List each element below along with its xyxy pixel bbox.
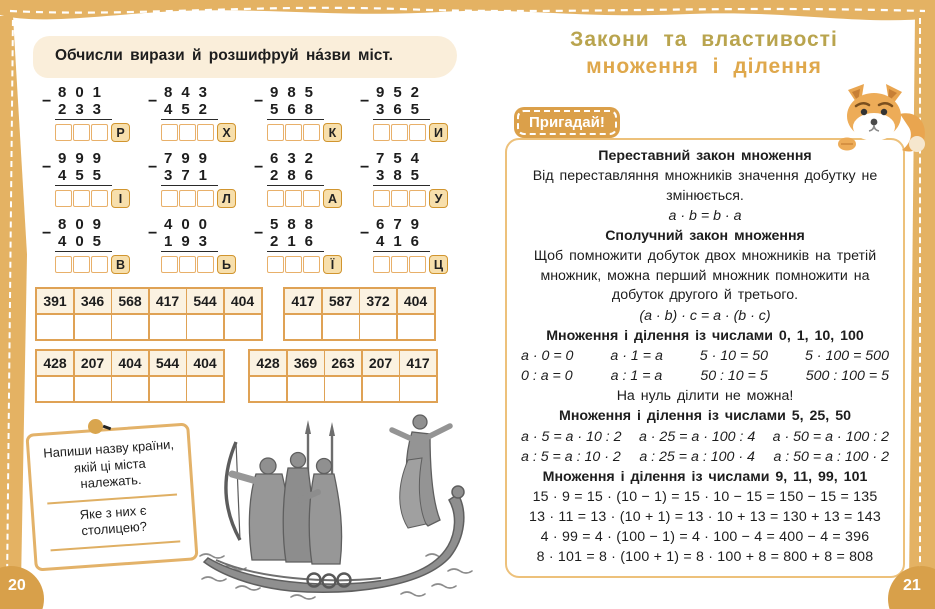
subtraction-exercise: − 754 385 У	[360, 150, 466, 205]
note-question-1: Напиши назву країни, якій ці міста належать.	[42, 436, 175, 492]
answer-box[interactable]	[409, 124, 426, 141]
minus-sign: −	[360, 225, 370, 242]
formula-row: a · 5 = a · 10 : 2 a · 25 = a · 100 : 4 a · 50 = a · 100 : 2	[521, 428, 889, 445]
answer-box[interactable]	[373, 190, 390, 207]
table-input-cell[interactable]	[187, 377, 223, 401]
table-input-cell[interactable]	[288, 377, 324, 401]
answer-table: 428 369 263 207 417	[248, 349, 438, 403]
page-number-left: 20	[8, 577, 26, 594]
letter-tile: Р	[111, 123, 130, 142]
answer-table: 417 587 372 404	[283, 287, 436, 341]
minus-sign: −	[148, 159, 158, 176]
table-input-cell[interactable]	[398, 315, 434, 339]
formula-row: a : 5 = a : 10 · 2 a : 25 = a : 100 · 4 a : 50 = a : 100 · 2	[521, 448, 889, 465]
minus-sign: −	[360, 159, 370, 176]
table-input-cell[interactable]	[112, 315, 148, 339]
letter-tile: В	[111, 255, 130, 274]
page-number-right: 21	[903, 577, 921, 594]
write-in-line[interactable]	[50, 540, 180, 551]
table-input-cell[interactable]	[187, 315, 223, 339]
formula-row: a · 0 = 0 a · 1 = a 5 · 10 = 50 5 · 100 = 500	[521, 347, 889, 364]
table-input-cell[interactable]	[112, 377, 148, 401]
sticky-note	[25, 422, 198, 571]
instruction-text: Обчисли вирази й розшифруй на́зви міст.	[55, 47, 393, 64]
answer-box[interactable]	[91, 190, 108, 207]
answer-box[interactable]	[267, 190, 284, 207]
answer-table: 428 207 404 544 404	[35, 349, 225, 403]
formula-row: 0 : a = 0 a : 1 = a 50 : 10 = 5 500 : 100 = 5	[521, 367, 889, 384]
answer-box[interactable]	[91, 124, 108, 141]
pin-icon	[88, 419, 103, 434]
table-input-cell[interactable]	[325, 377, 361, 401]
subtraction-exercise: − 799 371 Л	[148, 150, 254, 205]
answer-box[interactable]	[409, 190, 426, 207]
answer-box[interactable]	[197, 190, 214, 207]
rule-heading: Множення і ділення із числами 9, 11, 99, 101	[542, 468, 868, 485]
table-input-cell[interactable]	[323, 315, 359, 339]
answer-box[interactable]	[179, 190, 196, 207]
subtraction-exercise: − 400 193 Ь	[148, 216, 254, 271]
minus-sign: −	[42, 159, 52, 176]
answer-box[interactable]	[179, 124, 196, 141]
table-input-cell[interactable]	[37, 377, 73, 401]
minus-sign: −	[254, 225, 264, 242]
rule-heading: Множення і ділення із числами 5, 25, 50	[559, 408, 851, 425]
monument-illustration	[196, 408, 484, 604]
example-line: 13 · 11 = 13 · (10 + 1) = 13 · 10 + 13 = 130 + 13 = 143	[529, 508, 881, 525]
table-input-cell[interactable]	[150, 315, 186, 339]
answer-box[interactable]	[73, 190, 90, 207]
letter-tile: Ь	[217, 255, 236, 274]
letter-tile: А	[323, 189, 342, 208]
answer-box[interactable]	[161, 256, 178, 273]
answer-box[interactable]	[373, 256, 390, 273]
rule-note: На нуль ділити не можна!	[616, 387, 794, 404]
rule-heading: Сполучний закон множення	[605, 228, 805, 245]
minus-sign: −	[360, 93, 370, 110]
answer-box[interactable]	[303, 256, 320, 273]
answer-box[interactable]	[267, 256, 284, 273]
letter-tile: У	[429, 189, 448, 208]
answer-box[interactable]	[303, 124, 320, 141]
table-input-cell[interactable]	[285, 315, 321, 339]
example-line: 15 · 9 = 15 · (10 − 1) = 15 · 10 − 15 = 150 − 15 = 135	[532, 488, 878, 505]
table-input-cell[interactable]	[75, 377, 111, 401]
table-input-cell[interactable]	[360, 315, 396, 339]
answer-box[interactable]	[391, 124, 408, 141]
remember-badge: Пригадай!	[514, 107, 620, 138]
chapter-title-line1: Закони та властивості	[570, 28, 838, 51]
letter-tile: И	[429, 123, 448, 142]
subtraction-exercise: − 632 286 А	[254, 150, 360, 205]
note-question-2: Яке з них є столицею?	[79, 502, 148, 539]
letter-tile: І	[111, 189, 130, 208]
answer-box[interactable]	[161, 190, 178, 207]
chapter-title-line2: множення і ділення	[586, 55, 822, 78]
rule-formula: (a · b) · c = a · (b · c)	[639, 307, 771, 324]
answer-box[interactable]	[197, 124, 214, 141]
minus-sign: −	[254, 93, 264, 110]
answer-box[interactable]	[91, 256, 108, 273]
subtraction-exercise: − 801 233 Р	[42, 84, 148, 139]
subtraction-exercise: − 843 452 Х	[148, 84, 254, 139]
table-input-cell[interactable]	[150, 377, 186, 401]
answer-box[interactable]	[285, 256, 302, 273]
answer-box[interactable]	[285, 124, 302, 141]
rule-heading: Переставний закон множення	[598, 148, 812, 164]
answer-box[interactable]	[73, 124, 90, 141]
example-line: 8 · 101 = 8 · (100 + 1) = 8 · 100 + 8 = 800 + 8 = 808	[536, 548, 874, 565]
minus-sign: −	[148, 225, 158, 242]
fox-mascot	[836, 84, 931, 156]
example-line: 4 · 99 = 4 · (100 − 1) = 4 · 100 − 4 = 400 − 4 = 396	[540, 528, 870, 545]
table-input-cell[interactable]	[400, 377, 436, 401]
rule-heading: Множення і ділення із числами 0, 1, 10, 100	[546, 327, 864, 344]
answer-box[interactable]	[409, 256, 426, 273]
subtraction-exercise: − 679 416 Ц	[360, 216, 466, 271]
table-input-cell[interactable]	[363, 377, 399, 401]
answer-box[interactable]	[179, 256, 196, 273]
subtraction-exercise: − 588 216 Ї	[254, 216, 360, 271]
subtraction-exercise: − 985 568 К	[254, 84, 360, 139]
answer-box[interactable]	[73, 256, 90, 273]
rule-text: Щоб помножити добуток двох множників на третій множник, можна перший множник помножити на добуток другого й третього.	[533, 248, 877, 304]
answer-box[interactable]	[55, 124, 72, 141]
letter-tile: Х	[217, 123, 236, 142]
letter-tile: Л	[217, 189, 236, 208]
left-edge-decoration	[0, 16, 30, 584]
subtraction-exercises	[42, 84, 466, 271]
subtraction-exercise: − 952 365 И	[360, 84, 466, 139]
table-input-cell[interactable]	[250, 377, 286, 401]
answer-box[interactable]	[391, 256, 408, 273]
chapter-title	[503, 26, 905, 80]
rule-formula: a · b = b · a	[668, 208, 742, 225]
answer-box[interactable]	[373, 124, 390, 141]
answer-box[interactable]	[197, 256, 214, 273]
answer-box[interactable]	[267, 124, 284, 141]
answer-box[interactable]	[55, 256, 72, 273]
rule-text: Від переставляння множників значення добутку не змінюється.	[532, 168, 878, 204]
answer-box[interactable]	[303, 190, 320, 207]
answer-table: 391 346 568 417 544 404	[35, 287, 263, 341]
subtraction-exercise: − 809 405 В	[42, 216, 148, 271]
answer-box[interactable]	[161, 124, 178, 141]
minus-sign: −	[42, 93, 52, 110]
letter-tile: Ї	[323, 255, 342, 274]
subtraction-exercise: − 999 455 І	[42, 150, 148, 205]
table-input-cell[interactable]	[225, 315, 261, 339]
minus-sign: −	[148, 93, 158, 110]
table-input-cell[interactable]	[75, 315, 111, 339]
rules-box	[505, 138, 905, 578]
minus-sign: −	[254, 159, 264, 176]
table-input-cell[interactable]	[37, 315, 73, 339]
answer-box[interactable]	[391, 190, 408, 207]
minus-sign: −	[42, 225, 52, 242]
letter-tile: Ц	[429, 255, 448, 274]
letter-tile: К	[323, 123, 342, 142]
answer-box[interactable]	[55, 190, 72, 207]
answer-box[interactable]	[285, 190, 302, 207]
